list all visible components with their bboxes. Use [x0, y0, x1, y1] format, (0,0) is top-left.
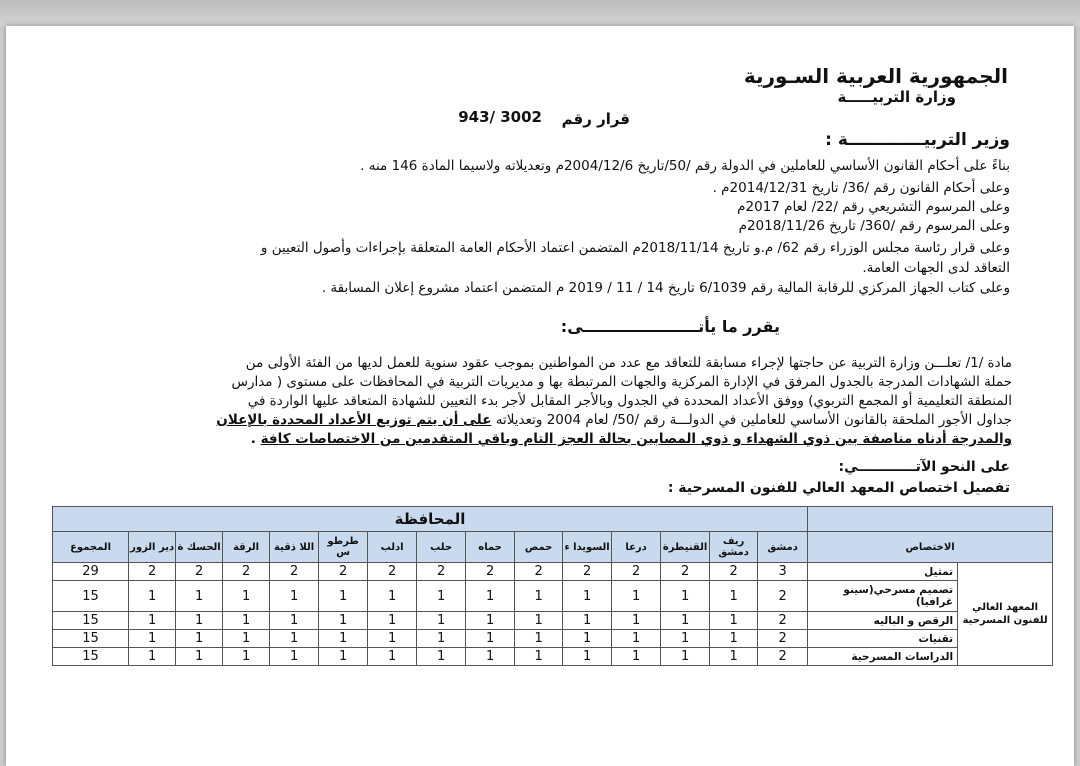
- value-cell: 1: [176, 612, 223, 630]
- closing-line: على النحو الآتــــــــــــي:: [838, 459, 1010, 475]
- value-cell: 1: [466, 612, 515, 630]
- value-cell: 1: [515, 612, 563, 630]
- value-cell: 1: [270, 648, 319, 666]
- article-line: مادة /1/ تعلـــن وزارة التربية عن حاجتها لإجراء مسابقة للتعاقد مع عدد من المواطنين بموجب عقود سنوية للعمل لديها من الفئة الأولى من: [245, 355, 1012, 371]
- specialization-cell: تقنيات: [808, 630, 958, 648]
- total-cell: 15: [53, 612, 129, 630]
- column-header: الرقة: [223, 532, 270, 563]
- column-header: ريف دمشق: [710, 532, 758, 563]
- value-cell: 2: [319, 563, 368, 581]
- value-cell: 2: [176, 563, 223, 581]
- value-cell: 1: [270, 630, 319, 648]
- value-cell: 1: [515, 648, 563, 666]
- value-cell: 1: [319, 648, 368, 666]
- article-line: [60, 430, 1012, 449]
- specialization-cell: الدراسات المسرحية: [808, 648, 958, 666]
- preamble-line: وعلى المرسوم رقم /360/ تاريخ 2018/11/26م: [738, 218, 1010, 234]
- value-cell: 1: [661, 581, 710, 612]
- value-cell: 1: [466, 630, 515, 648]
- article-line: [60, 411, 1012, 430]
- table-row: [53, 563, 1053, 581]
- column-header: طرطو س: [319, 532, 368, 563]
- value-cell: 1: [710, 612, 758, 630]
- minister-title: وزير التربيـــــــــــــة :: [825, 130, 1010, 150]
- total-cell: 15: [53, 630, 129, 648]
- value-cell: 2: [758, 630, 808, 648]
- value-cell: 1: [368, 648, 417, 666]
- value-cell: 2: [129, 563, 176, 581]
- value-cell: 1: [563, 612, 612, 630]
- value-cell: 1: [368, 612, 417, 630]
- value-cell: 2: [563, 563, 612, 581]
- column-header: السويدا ء: [563, 532, 612, 563]
- specialization-cell: تصميم مسرحي(سينو غرافيا): [808, 581, 958, 612]
- specialization-cell: الرقص و الباليه: [808, 612, 958, 630]
- article-line: المنطقة التعليمية أو المجمع التربوي) ووفق الأعداد المحددة في الجدول وبالأجر المقابل لأجر بدء التعيين للشهادة المتعاقد عليها الواردة في: [247, 393, 1012, 409]
- table-row: [53, 581, 1053, 612]
- article-1: [60, 354, 1012, 449]
- value-cell: 1: [661, 630, 710, 648]
- specialization-header: الاختصاص: [808, 532, 1053, 563]
- specialization-title: تفصيل اختصاص المعهد العالي للفنون المسرحية :: [667, 480, 1010, 496]
- column-header: ادلب: [368, 532, 417, 563]
- value-cell: 1: [612, 581, 661, 612]
- column-header: دير الزور: [129, 532, 176, 563]
- value-cell: 1: [129, 581, 176, 612]
- value-cell: 1: [563, 630, 612, 648]
- province-header: المحافظة: [53, 507, 808, 532]
- column-header: القنيطرة: [661, 532, 710, 563]
- column-header: حلب: [417, 532, 466, 563]
- value-cell: 1: [368, 581, 417, 612]
- blank-header: [808, 507, 1053, 532]
- allocation-table: [52, 506, 1053, 666]
- value-cell: 2: [661, 563, 710, 581]
- decree-heading: يقرر ما يأتـــــــــــــــــــــى:: [560, 317, 780, 336]
- preamble-line: وعلى أحكام القانون رقم /36/ تاريخ 2014/12/31م .: [712, 180, 1010, 196]
- preamble-line: وعلى قرار رئاسة مجلس الوزراء رقم 62/ م.و تاريخ 2018/11/14م المتضمن اعتماد الأحكام العامة المتعلقة بإجراءات وأصول التعيين و: [260, 240, 1010, 256]
- country-heading: الجمهورية العربية السـورية: [743, 64, 1008, 88]
- value-cell: 1: [417, 630, 466, 648]
- column-header: درعا: [612, 532, 661, 563]
- value-cell: 1: [270, 612, 319, 630]
- value-cell: 1: [223, 648, 270, 666]
- value-cell: 1: [319, 630, 368, 648]
- value-cell: 1: [129, 648, 176, 666]
- value-cell: 1: [661, 648, 710, 666]
- value-cell: 1: [417, 581, 466, 612]
- value-cell: 1: [223, 581, 270, 612]
- column-header: حماه: [466, 532, 515, 563]
- value-cell: 2: [758, 581, 808, 612]
- value-cell: 1: [612, 648, 661, 666]
- article-line: حملة الشهادات المدرجة بالجدول المرفق في الإدارة المركزية والجهات المرتبطة بها و مديريات التربية في المحافظات على مستوى ( مدارس: [231, 374, 1012, 390]
- value-cell: 1: [710, 630, 758, 648]
- value-cell: 1: [368, 630, 417, 648]
- column-header: المجموع: [53, 532, 129, 563]
- column-header: حمص: [515, 532, 563, 563]
- preamble-line: وعلى المرسوم التشريعي رقم /22/ لعام 2017م: [737, 199, 1010, 215]
- preamble-line: وعلى كتاب الجهاز المركزي للرقابة المالية رقم 6/1039 تاريخ 14 / 11 / 2019 م المتضمن اعتماد مشروع إعلان المسابقة .: [321, 280, 1010, 296]
- value-cell: 2: [612, 563, 661, 581]
- value-cell: 1: [710, 581, 758, 612]
- value-cell: 1: [223, 630, 270, 648]
- decision-label: قرار رقم: [561, 110, 630, 128]
- value-cell: 3: [758, 563, 808, 581]
- value-cell: 2: [466, 563, 515, 581]
- value-cell: 1: [223, 612, 270, 630]
- value-cell: 1: [466, 648, 515, 666]
- value-cell: 1: [319, 581, 368, 612]
- value-cell: 1: [710, 648, 758, 666]
- preamble-line: بناءً على أحكام القانون الأساسي للعاملين في الدولة رقم /50/تاريخ 2004/12/6م وتعديلاته ولاسيما المادة 146 منه .: [360, 158, 1010, 174]
- preamble-line: التعاقد لدى الجهات العامة.: [862, 260, 1010, 276]
- value-cell: 2: [710, 563, 758, 581]
- column-header: اللا ذقية: [270, 532, 319, 563]
- value-cell: 1: [515, 581, 563, 612]
- top-shadow: [0, 0, 1080, 26]
- value-cell: 1: [563, 581, 612, 612]
- value-cell: 1: [176, 630, 223, 648]
- table-row: [53, 630, 1053, 648]
- specialization-cell: تمثيل: [808, 563, 958, 581]
- value-cell: 2: [270, 563, 319, 581]
- article-text: جداول الأجور الملحقة بالقانون الأساسي للعاملين في الدولـــة رقم /50/ لعام 2004 وتعديلاته: [495, 412, 1012, 428]
- value-cell: 1: [176, 648, 223, 666]
- value-cell: 1: [515, 630, 563, 648]
- value-cell: 2: [515, 563, 563, 581]
- value-cell: 1: [129, 630, 176, 648]
- total-cell: 15: [53, 581, 129, 612]
- table-row: [53, 612, 1053, 630]
- value-cell: 1: [612, 630, 661, 648]
- total-cell: 29: [53, 563, 129, 581]
- underlined-text: والمدرجة أدناه مناصفة بين ذوي الشهداء و ذوي المصابين بحالة العجز التام وباقي المتقدمين من الاختصاصات كافة: [260, 431, 1012, 447]
- value-cell: 1: [417, 612, 466, 630]
- value-cell: 1: [563, 648, 612, 666]
- value-cell: 1: [319, 612, 368, 630]
- decision-number: 943/ 3002: [458, 108, 542, 126]
- value-cell: 1: [612, 612, 661, 630]
- column-header: دمشق: [758, 532, 808, 563]
- value-cell: 1: [270, 581, 319, 612]
- value-cell: 2: [223, 563, 270, 581]
- article-text: .: [250, 431, 261, 447]
- value-cell: 2: [417, 563, 466, 581]
- table-row: [53, 648, 1053, 666]
- column-header: الحسك ة: [176, 532, 223, 563]
- value-cell: 1: [417, 648, 466, 666]
- value-cell: 1: [661, 612, 710, 630]
- total-cell: 15: [53, 648, 129, 666]
- value-cell: 1: [466, 581, 515, 612]
- value-cell: 1: [176, 581, 223, 612]
- value-cell: 2: [758, 612, 808, 630]
- underlined-text: على أن يتم توزيع الأعداد المحددة بالإعلان: [216, 412, 492, 428]
- ministry-heading: وزارة التربيـــــة: [837, 88, 956, 106]
- institute-cell: المعهد العالي للفنون المسرحية: [958, 563, 1053, 666]
- value-cell: 2: [368, 563, 417, 581]
- value-cell: 1: [129, 612, 176, 630]
- value-cell: 2: [758, 648, 808, 666]
